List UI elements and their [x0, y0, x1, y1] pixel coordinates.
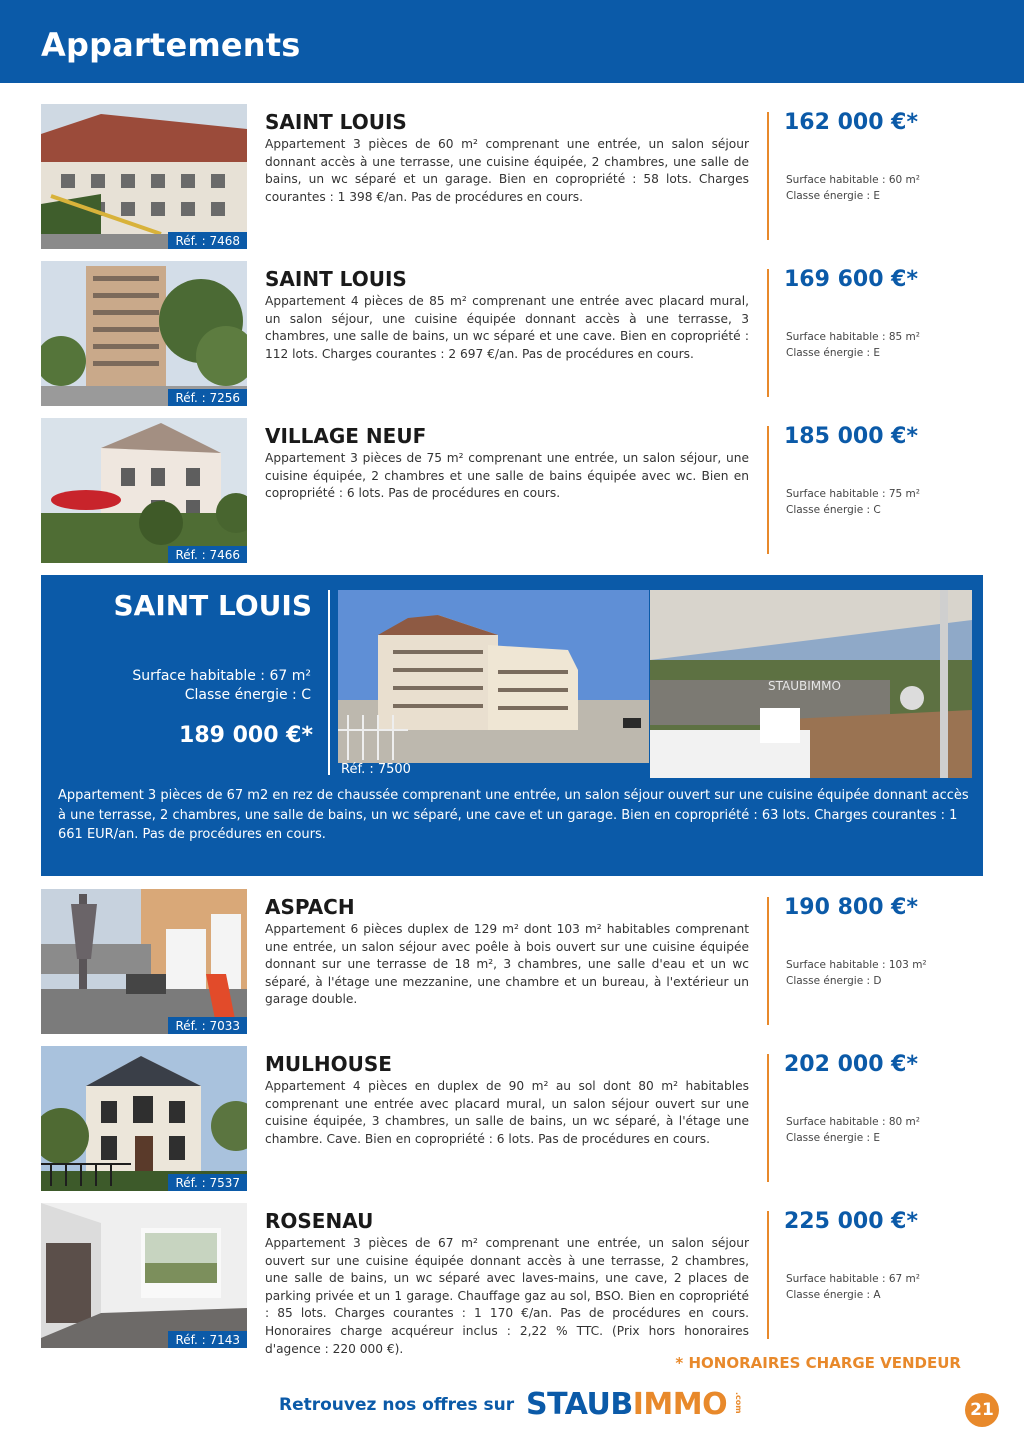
listing-divider: [767, 269, 769, 397]
listing-description: Appartement 3 pièces de 75 m² comprenant une entrée, un salon séjour, une cuisine équipée, 2 chambres et une salle de bains équipée avec wc. Bien en copropriété : 6 lots. Pas de procédures en cours.: [265, 451, 749, 501]
listing-divider: [767, 1211, 769, 1339]
listing[interactable]: [41, 261, 983, 406]
listing-energy-class: Classe énergie : E: [786, 1132, 881, 1144]
listing-divider: [767, 1054, 769, 1182]
listing-surface: Surface habitable : 80 m²: [786, 1116, 920, 1128]
logo-part-immo: IMMO: [632, 1387, 728, 1422]
listing-divider: [767, 897, 769, 1025]
staubimmo-logo[interactable]: [526, 1387, 743, 1423]
reference-badge: Réf. : 7500: [341, 762, 411, 777]
listing-energy-class: Classe énergie : E: [786, 190, 881, 202]
listing-photo[interactable]: [41, 104, 247, 249]
listing-surface: Surface habitable : 67 m²: [786, 1273, 920, 1285]
listing-photo[interactable]: [41, 418, 247, 563]
featured-price: 189 000 €*: [179, 723, 313, 748]
listing-energy-class: Classe énergie : C: [786, 504, 881, 516]
reference-badge: Réf. : 7468: [168, 232, 247, 249]
listing[interactable]: [41, 104, 983, 249]
listing-description: Appartement 3 pièces de 67 m² comprenant une entrée, un salon séjour ouvert sur une cuisine équipée donnant accès à une terrasse, 2 chambres, une salle de bains, un wc séparé avec laves-mains, une cave, 2 places de parking privée et un 1 garage. Chauffage gaz au sol, BSO. Bien en copropriété : 85 lots. Charges courantes : 1 170 €/an. Pas de procédures en cours. Honoraires charge acquéreur inclus : 2,22 % TTC. (Prix hors honoraires d'agence : 220 000 €).: [265, 1236, 749, 1356]
listing-description: Appartement 6 pièces duplex de 129 m² dont 103 m² habitables comprenant une entrée, un salon séjour avec poêle à bois ouvert sur une cuisine équipée donnant sur une terrasse de 18 m², 3 chambres, une salle d'eau et un wc séparé, à l'étage une mezzanine, une chambre et un bureau, à l'extérieur un garage double.: [265, 922, 749, 1007]
logo-part-staub: STAUB: [526, 1387, 633, 1422]
reference-badge: Réf. : 7256: [168, 389, 247, 406]
listing-description: Appartement 3 pièces de 60 m² comprenant une entrée, un salon séjour donnant accès à une terrasse, une cuisine équipée, 2 chambres, une salle de bains, un wc séparé et un garage. Bien en copropriété : 58 lots. Charges courantes : 1 398 €/an. Pas de procédures en cours.: [265, 137, 749, 204]
featured-surface: Surface habitable : 67 m²: [132, 668, 311, 684]
featured-listing[interactable]: [41, 575, 983, 876]
listing-city: ROSENAU: [265, 1209, 374, 1233]
listing[interactable]: [41, 418, 983, 563]
listing-divider: [767, 426, 769, 554]
listing-divider: [767, 112, 769, 240]
reference-badge: Réf. : 7143: [168, 1331, 247, 1348]
villa-image: [41, 1046, 247, 1191]
listing-surface: Surface habitable : 103 m²: [786, 959, 927, 971]
page-number: 21: [965, 1393, 999, 1427]
listing-city: MULHOUSE: [265, 1052, 392, 1076]
featured-photo-terrace[interactable]: [650, 590, 972, 778]
listing-city: VILLAGE NEUF: [265, 424, 427, 448]
listing-energy-class: Classe énergie : E: [786, 347, 881, 359]
page-header: [0, 0, 1024, 83]
listing-energy-class: Classe énergie : A: [786, 1289, 881, 1301]
interior-room-image: [41, 1203, 247, 1348]
listing-city: SAINT LOUIS: [265, 267, 407, 291]
listing-city: SAINT LOUIS: [265, 110, 407, 134]
terrace-house-image: [41, 889, 247, 1034]
apartment-tower-image: [41, 261, 247, 406]
logo-domain-suffix: .com: [734, 1392, 743, 1414]
listing-price: 162 000 €*: [784, 110, 918, 135]
listing-photo[interactable]: [41, 889, 247, 1034]
featured-energy-class: Classe énergie : C: [184, 687, 311, 703]
listing[interactable]: [41, 889, 983, 1034]
watermark-text: STAUBIMMO: [768, 679, 841, 693]
footer-offers-text: Retrouvez nos offres sur: [279, 1395, 515, 1415]
fee-footnote: * HONORAIRES CHARGE VENDEUR: [675, 1354, 961, 1372]
listing-price: 225 000 €*: [784, 1209, 918, 1234]
featured-city: SAINT LOUIS: [113, 589, 312, 622]
featured-photo-building[interactable]: [338, 590, 649, 763]
reference-badge: Réf. : 7033: [168, 1017, 247, 1034]
listing-photo[interactable]: [41, 1203, 247, 1348]
listing-photo[interactable]: [41, 261, 247, 406]
terrace-image: [650, 590, 972, 778]
listing-energy-class: Classe énergie : D: [786, 975, 882, 987]
apartment-building-image: [41, 104, 247, 249]
listing-surface: Surface habitable : 75 m²: [786, 488, 920, 500]
house-with-terrace-image: [41, 418, 247, 563]
featured-divider: [328, 590, 330, 775]
listing-price: 202 000 €*: [784, 1052, 918, 1077]
listing-price: 185 000 €*: [784, 424, 918, 449]
reference-badge: Réf. : 7466: [168, 546, 247, 563]
listing-price: 169 600 €*: [784, 267, 918, 292]
page-title: Appartements: [41, 26, 301, 64]
listing-photo[interactable]: [41, 1046, 247, 1191]
apartment-building-image: [338, 590, 649, 763]
listing-city: ASPACH: [265, 895, 355, 919]
listing-surface: Surface habitable : 85 m²: [786, 331, 920, 343]
listing-description: Appartement 4 pièces en duplex de 90 m² au sol dont 80 m² habitables comprenant une entrée avec placard mural, un salon séjour ouvert sur une cuisine équipée, 3 chambres, un salle de bains, un wc séparé, à l'étage une chambre. Cave. Bien en copropriété : 6 lots. Pas de procédures en cours.: [265, 1079, 749, 1146]
listing[interactable]: [41, 1203, 983, 1356]
featured-description: Appartement 3 pièces de 67 m2 en rez de chaussée comprenant une entrée, un salon séjour ouvert sur une cuisine équipée donnant accès à une terrasse, 2 chambres, une salle de bains, un wc séparé, une cave et un garage. Bien en copropriété : 63 lots. Charges courantes : 1 661 EUR/an. Pas de procédures en cours.: [58, 788, 969, 842]
reference-badge: Réf. : 7537: [168, 1174, 247, 1191]
listing-description: Appartement 4 pièces de 85 m² comprenant une entrée avec placard mural, un salon séjour, une cuisine équipée donnant accès à une terrasse, 3 chambres, une salle de bains, un wc séparé et une cave. Bien en copropriété : 112 lots. Charges courantes : 2 697 €/an. Pas de procédures en cours.: [265, 294, 749, 361]
listing-price: 190 800 €*: [784, 895, 918, 920]
listing[interactable]: [41, 1046, 983, 1191]
listing-surface: Surface habitable : 60 m²: [786, 174, 920, 186]
